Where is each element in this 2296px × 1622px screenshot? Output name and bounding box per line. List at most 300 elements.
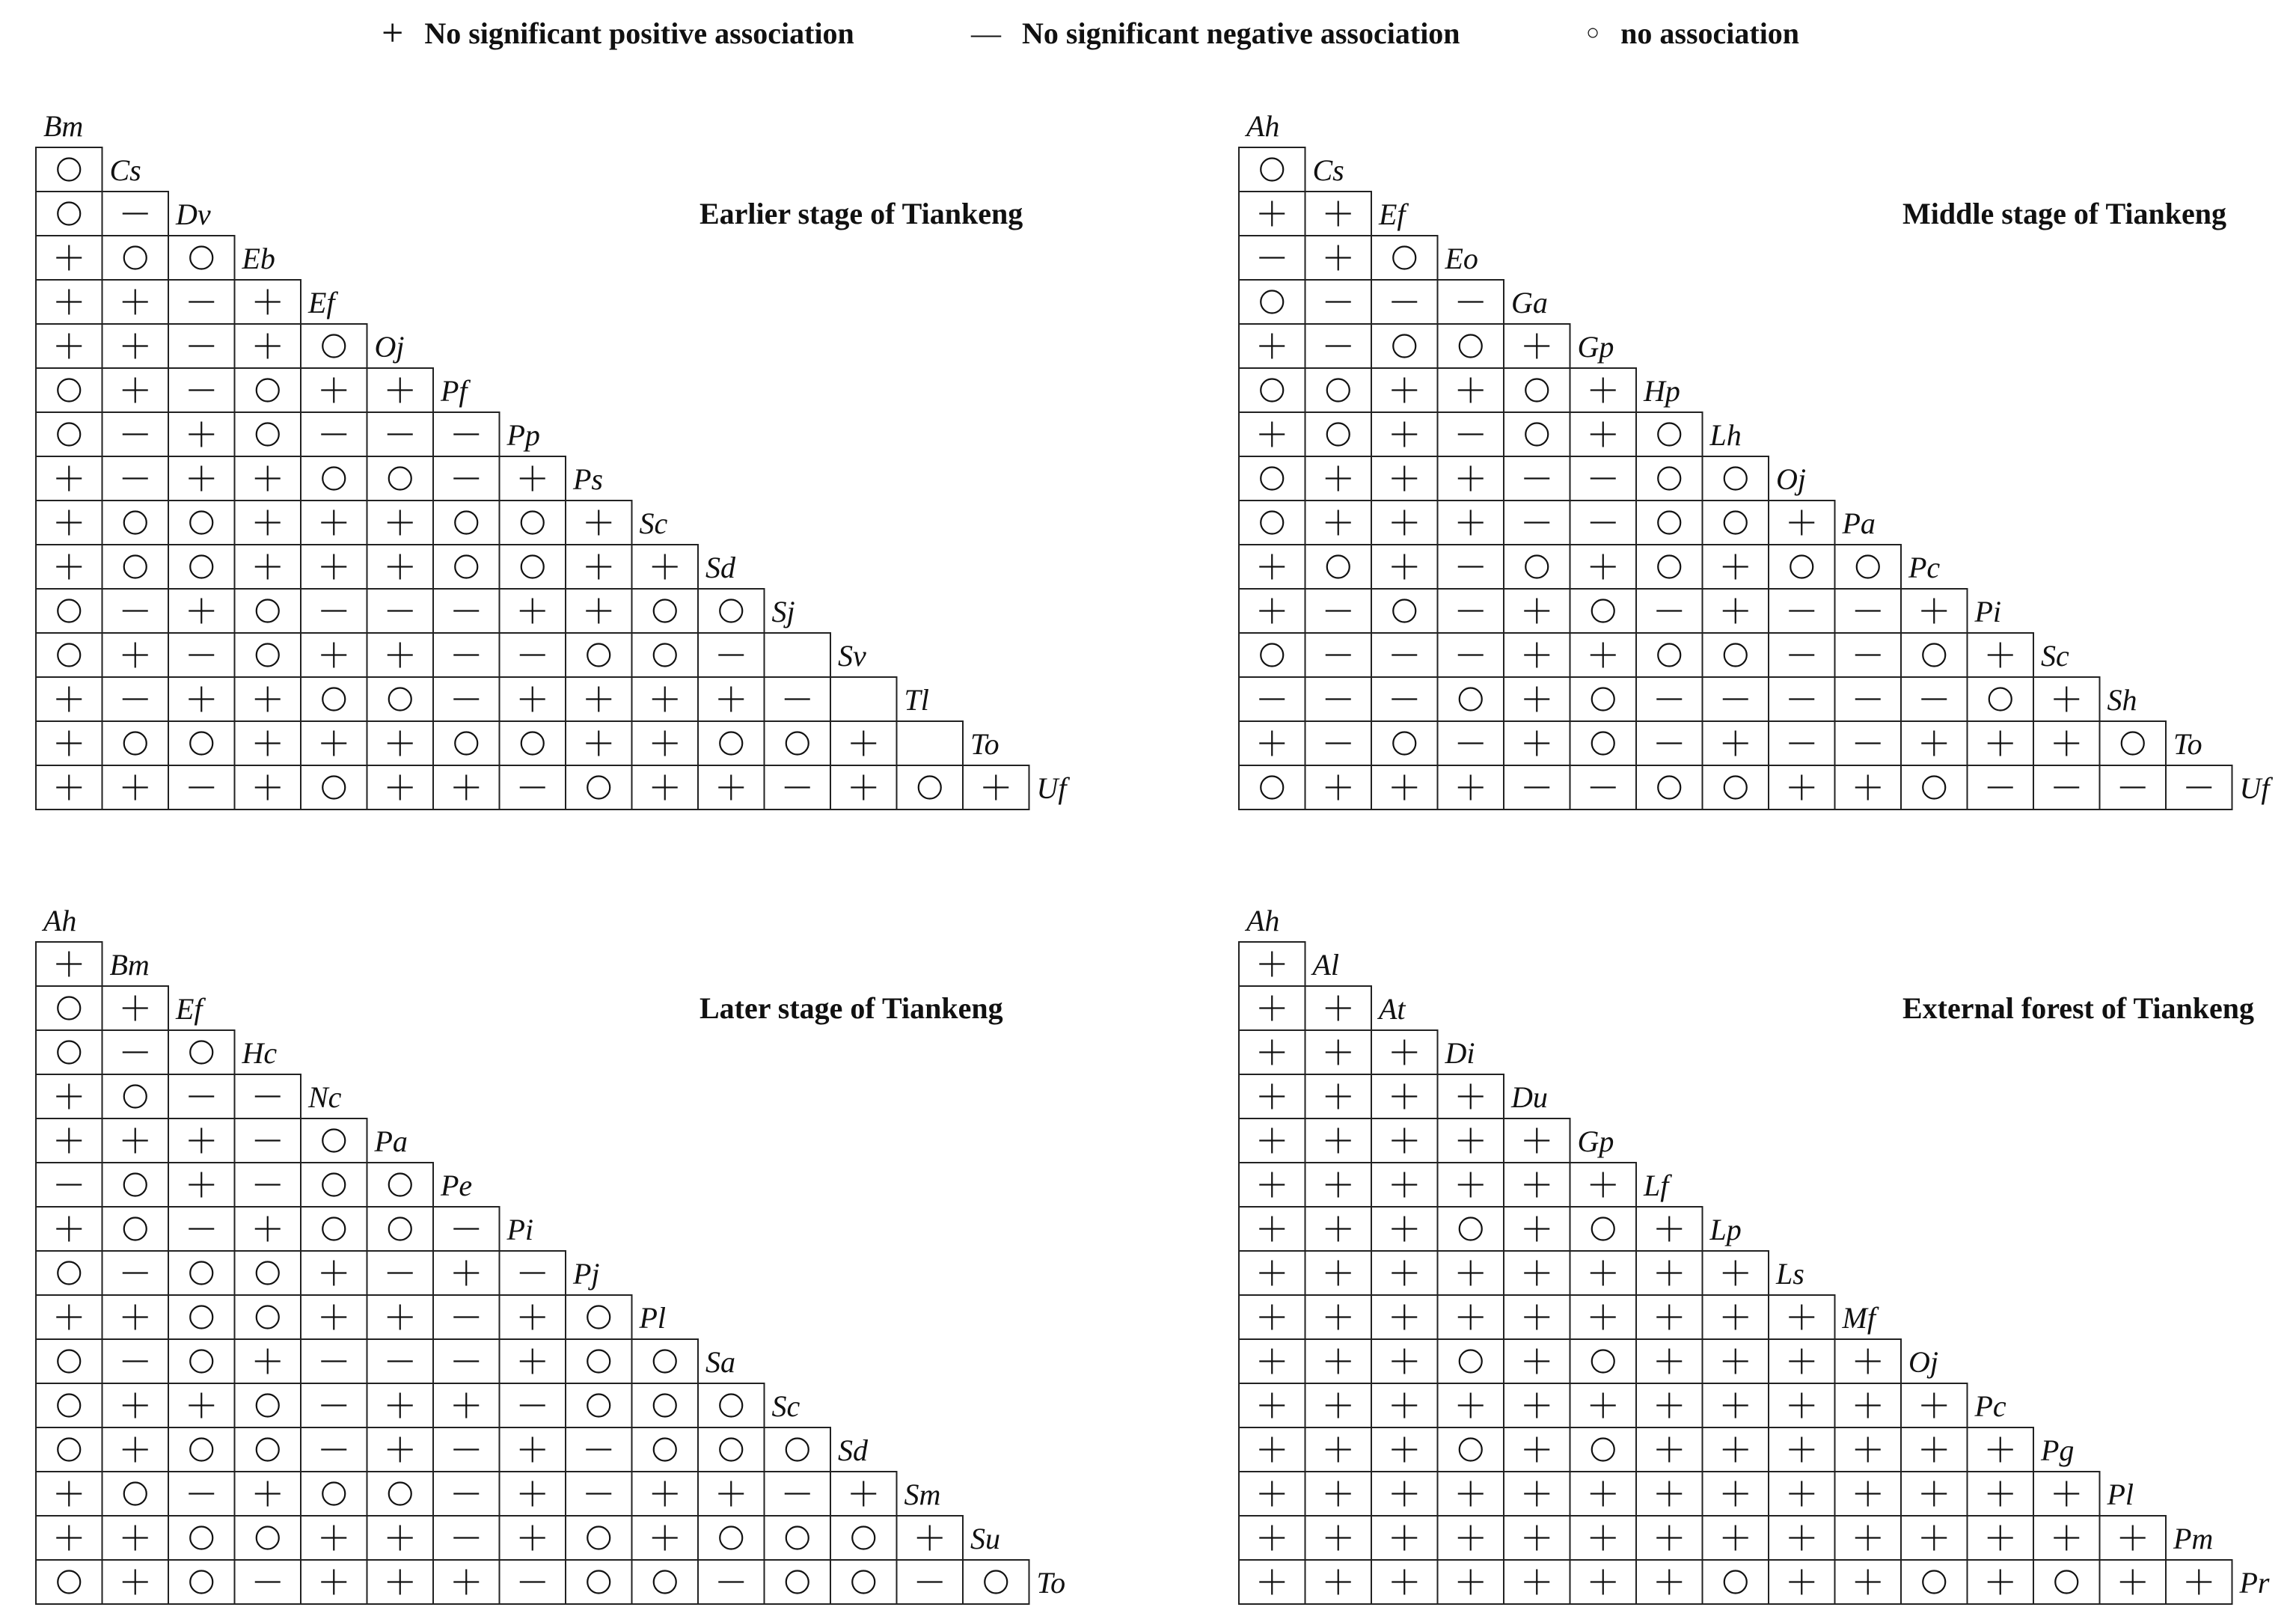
- positive-association-mark: [56, 510, 82, 536]
- species-label: To: [970, 727, 999, 761]
- positive-association-mark: [1789, 510, 1814, 536]
- no-association-mark: [720, 600, 742, 622]
- positive-association-mark: [123, 643, 148, 668]
- no-association-mark: [58, 203, 80, 225]
- positive-association-mark: [255, 687, 281, 712]
- species-label: Sd: [705, 551, 735, 584]
- species-label: Cs: [109, 153, 141, 187]
- positive-association-mark: [453, 1570, 479, 1595]
- positive-association-mark: [1259, 422, 1285, 447]
- no-association-mark: [257, 423, 279, 446]
- positive-association-mark: [1326, 245, 1351, 271]
- species-label: Pc: [1908, 551, 1941, 584]
- positive-association-mark: [1855, 1570, 1881, 1595]
- positive-association-mark: [56, 466, 82, 492]
- species-label: Lf: [1644, 1169, 1669, 1202]
- positive-association-mark: [1988, 1525, 2013, 1551]
- no-association-mark: [190, 1350, 212, 1373]
- positive-association-mark: [321, 1261, 346, 1286]
- no-association-mark: [322, 1483, 345, 1505]
- positive-association-mark: [1855, 1481, 1881, 1507]
- positive-association-mark: [56, 1084, 82, 1110]
- positive-association-mark: [1656, 1570, 1682, 1595]
- positive-association-mark: [652, 731, 678, 756]
- no-association-mark: [1525, 423, 1548, 446]
- positive-association-mark: [255, 334, 281, 359]
- no-association-mark: [322, 468, 345, 490]
- positive-association-mark: [56, 1481, 82, 1507]
- positive-association-mark: [255, 290, 281, 315]
- positive-association-mark: [1524, 1437, 1549, 1463]
- no-association-mark: [257, 1439, 279, 1461]
- species-label: Pf: [441, 374, 468, 408]
- no-association-mark: [985, 1571, 1007, 1594]
- no-association-mark: [257, 379, 279, 402]
- positive-association-mark: [388, 1570, 413, 1595]
- no-association-mark: [1261, 159, 1283, 181]
- positive-association-mark: [1524, 687, 1549, 712]
- positive-association-mark: [1458, 378, 1484, 403]
- no-association-mark: [521, 512, 544, 534]
- positive-association-mark: [586, 731, 611, 756]
- species-label: Nc: [308, 1080, 342, 1114]
- no-association-mark: [322, 335, 345, 358]
- positive-association-mark: [917, 1525, 943, 1551]
- no-association-mark: [1393, 247, 1415, 269]
- positive-association-mark: [1591, 1261, 1616, 1286]
- no-association-mark: [1923, 1571, 1945, 1594]
- positive-association-mark: [1392, 1570, 1417, 1595]
- minus-icon: —: [971, 16, 1001, 50]
- positive-association-mark: [189, 1172, 214, 1198]
- positive-association-mark: [388, 1305, 413, 1330]
- positive-association-mark: [1326, 1437, 1351, 1463]
- positive-association-mark: [1789, 1349, 1814, 1374]
- positive-association-mark: [1591, 1172, 1616, 1198]
- positive-association-mark: [388, 643, 413, 668]
- positive-association-mark: [321, 731, 346, 756]
- species-label: Cs: [1312, 153, 1344, 187]
- positive-association-mark: [1789, 1570, 1814, 1595]
- species-label: Pe: [441, 1169, 473, 1202]
- species-label: Mf: [1842, 1301, 1876, 1335]
- species-label: Su: [970, 1522, 1000, 1555]
- no-association-mark: [852, 1571, 875, 1594]
- no-association-mark: [190, 556, 212, 578]
- no-association-mark: [190, 1262, 212, 1285]
- positive-association-mark: [321, 1305, 346, 1330]
- positive-association-mark: [1988, 1437, 2013, 1463]
- species-label: Pj: [573, 1257, 600, 1291]
- no-association-mark: [654, 1350, 676, 1373]
- no-association-mark: [1989, 688, 2012, 711]
- positive-association-mark: [453, 1261, 479, 1286]
- no-association-mark: [1658, 468, 1680, 490]
- positive-association-mark: [1723, 1481, 1748, 1507]
- positive-association-mark: [2120, 1570, 2146, 1595]
- positive-association-mark: [2054, 1525, 2079, 1551]
- no-association-mark: [1525, 556, 1548, 578]
- no-association-mark: [919, 777, 941, 799]
- positive-association-mark: [1524, 731, 1549, 756]
- species-label: Gp: [1577, 330, 1614, 364]
- positive-association-mark: [1656, 1525, 1682, 1551]
- no-association-mark: [1658, 423, 1680, 446]
- panel-title-earlier: Earlier stage of Tiankeng: [699, 197, 1023, 230]
- positive-association-mark: [983, 775, 1008, 801]
- species-label: Uf: [1036, 771, 1067, 805]
- no-association-mark: [1393, 600, 1415, 622]
- positive-association-mark: [1326, 1305, 1351, 1330]
- no-association-mark: [190, 247, 212, 269]
- positive-association-mark: [1392, 1172, 1417, 1198]
- no-association-mark: [587, 1571, 610, 1594]
- no-association-mark: [124, 556, 147, 578]
- positive-association-mark: [586, 510, 611, 536]
- positive-association-mark: [1524, 1349, 1549, 1374]
- no-association-mark: [58, 1395, 80, 1417]
- positive-association-mark: [189, 599, 214, 624]
- no-association-mark: [587, 1527, 610, 1549]
- positive-association-mark: [1259, 334, 1285, 359]
- positive-association-mark: [1789, 1481, 1814, 1507]
- no-association-mark: [2122, 732, 2144, 755]
- positive-association-mark: [1392, 422, 1417, 447]
- positive-association-mark: [1259, 1525, 1285, 1551]
- no-association-mark: [389, 688, 411, 711]
- positive-association-mark: [1921, 1525, 1947, 1551]
- positive-association-mark: [2186, 1570, 2211, 1595]
- no-association-mark: [257, 644, 279, 667]
- no-association-mark: [190, 512, 212, 534]
- no-association-mark: [389, 468, 411, 490]
- legend-item-none: [1586, 10, 1799, 55]
- no-association-mark: [1393, 732, 1415, 755]
- positive-association-mark: [1326, 1128, 1351, 1154]
- panel-title-middle: Middle stage of Tiankeng: [1902, 197, 2227, 230]
- species-label: Dv: [176, 198, 211, 231]
- positive-association-mark: [2120, 1525, 2146, 1551]
- positive-association-mark: [1259, 1437, 1285, 1463]
- positive-association-mark: [388, 510, 413, 536]
- positive-association-mark: [1326, 1216, 1351, 1242]
- positive-association-mark: [1326, 201, 1351, 227]
- positive-association-mark: [1656, 1216, 1682, 1242]
- positive-association-mark: [388, 775, 413, 801]
- positive-association-mark: [123, 1437, 148, 1463]
- no-association-mark: [1658, 556, 1680, 578]
- no-association-mark: [852, 1527, 875, 1549]
- no-association-mark: [1525, 379, 1548, 402]
- positive-association-mark: [1921, 1437, 1947, 1463]
- positive-association-mark: [321, 643, 346, 668]
- positive-association-mark: [1259, 996, 1285, 1021]
- positive-association-mark: [1656, 1437, 1682, 1463]
- species-label: Lp: [1709, 1213, 1742, 1246]
- no-association-mark: [124, 1483, 147, 1505]
- species-label: To: [2173, 727, 2202, 761]
- positive-association-mark: [123, 1525, 148, 1551]
- positive-association-mark: [1259, 731, 1285, 756]
- positive-association-mark: [1723, 1261, 1748, 1286]
- no-association-mark: [786, 1439, 809, 1461]
- positive-association-mark: [1392, 378, 1417, 403]
- positive-association-mark: [1259, 1128, 1285, 1154]
- positive-association-mark: [1921, 599, 1947, 624]
- positive-association-mark: [1591, 1305, 1616, 1330]
- positive-association-mark: [1988, 731, 2013, 756]
- no-association-mark: [257, 1527, 279, 1549]
- species-label: Bm: [43, 109, 84, 143]
- no-association-mark: [654, 1395, 676, 1417]
- positive-association-mark: [1392, 775, 1417, 801]
- positive-association-mark: [2054, 731, 2079, 756]
- no-association-mark: [1592, 1350, 1614, 1373]
- positive-association-mark: [255, 554, 281, 580]
- positive-association-mark: [1326, 775, 1351, 801]
- no-association-mark: [1724, 1571, 1747, 1594]
- no-association-mark: [58, 159, 80, 181]
- positive-association-mark: [1458, 1172, 1484, 1198]
- no-association-mark: [455, 512, 477, 534]
- no-association-mark: [1658, 777, 1680, 799]
- no-association-mark: [1261, 291, 1283, 313]
- positive-association-mark: [1524, 1393, 1549, 1419]
- positive-association-mark: [1326, 1349, 1351, 1374]
- no-association-mark: [1460, 1218, 1482, 1240]
- positive-association-mark: [1326, 510, 1351, 536]
- positive-association-mark: [1723, 1437, 1748, 1463]
- no-association-mark: [58, 997, 80, 1020]
- no-association-mark: [1923, 644, 1945, 667]
- positive-association-mark: [586, 687, 611, 712]
- positive-association-mark: [520, 1305, 545, 1330]
- no-association-mark: [190, 732, 212, 755]
- positive-association-mark: [1524, 599, 1549, 624]
- species-label: Oj: [1776, 462, 1806, 496]
- positive-association-mark: [851, 775, 876, 801]
- positive-association-mark: [1789, 1393, 1814, 1419]
- circle-icon: ○: [1586, 20, 1600, 45]
- species-label: Sj: [771, 595, 795, 628]
- positive-association-mark: [1392, 1481, 1417, 1507]
- no-association-mark: [786, 732, 809, 755]
- legend: [0, 0, 2296, 67]
- positive-association-mark: [189, 422, 214, 447]
- species-label: Uf: [2239, 771, 2270, 805]
- positive-association-mark: [1259, 1393, 1285, 1419]
- species-label: Ef: [176, 992, 203, 1026]
- positive-association-mark: [388, 554, 413, 580]
- no-association-mark: [1327, 379, 1350, 402]
- positive-association-mark: [1656, 1305, 1682, 1330]
- positive-association-mark: [56, 1525, 82, 1551]
- positive-association-mark: [1524, 1261, 1549, 1286]
- no-association-mark: [1261, 512, 1283, 534]
- positive-association-mark: [1326, 1084, 1351, 1110]
- positive-association-mark: [1392, 1128, 1417, 1154]
- no-association-mark: [190, 1041, 212, 1064]
- no-association-mark: [1724, 777, 1747, 799]
- species-label: To: [1036, 1566, 1066, 1600]
- legend-item-negative: [971, 10, 1460, 55]
- positive-association-mark: [1326, 1393, 1351, 1419]
- positive-association-mark: [1259, 1349, 1285, 1374]
- positive-association-mark: [1591, 1570, 1616, 1595]
- no-association-mark: [720, 1439, 742, 1461]
- positive-association-mark: [1591, 422, 1616, 447]
- positive-association-mark: [388, 731, 413, 756]
- positive-association-mark: [189, 1393, 214, 1419]
- positive-association-mark: [255, 466, 281, 492]
- species-label: Eo: [1445, 242, 1478, 275]
- no-association-mark: [786, 1571, 809, 1594]
- species-label: Sc: [639, 507, 668, 540]
- positive-association-mark: [189, 466, 214, 492]
- no-association-mark: [190, 1571, 212, 1594]
- positive-association-mark: [1524, 1128, 1549, 1154]
- positive-association-mark: [388, 1525, 413, 1551]
- no-association-mark: [1658, 512, 1680, 534]
- no-association-mark: [322, 1130, 345, 1152]
- no-association-mark: [1460, 1439, 1482, 1461]
- positive-association-mark: [1458, 1261, 1484, 1286]
- positive-association-mark: [388, 1437, 413, 1463]
- species-label: Pg: [2041, 1433, 2075, 1467]
- positive-association-mark: [1259, 1570, 1285, 1595]
- positive-association-mark: [1458, 1084, 1484, 1110]
- no-association-mark: [58, 1041, 80, 1064]
- positive-association-mark: [652, 554, 678, 580]
- no-association-mark: [124, 1174, 147, 1196]
- species-label: Sa: [705, 1345, 735, 1379]
- positive-association-mark: [123, 1305, 148, 1330]
- no-association-mark: [654, 644, 676, 667]
- no-association-mark: [1327, 423, 1350, 446]
- no-association-mark: [1923, 777, 1945, 799]
- no-association-mark: [786, 1527, 809, 1549]
- positive-association-mark: [1855, 775, 1881, 801]
- no-association-mark: [389, 1218, 411, 1240]
- species-label: Oj: [1908, 1345, 1938, 1379]
- positive-association-mark: [1988, 643, 2013, 668]
- no-association-mark: [124, 512, 147, 534]
- no-association-mark: [58, 600, 80, 622]
- no-association-mark: [654, 600, 676, 622]
- positive-association-mark: [1458, 1570, 1484, 1595]
- positive-association-mark: [1392, 1084, 1417, 1110]
- legend-label-negative: No significant negative association: [1022, 16, 1460, 50]
- positive-association-mark: [255, 510, 281, 536]
- positive-association-mark: [123, 290, 148, 315]
- positive-association-mark: [56, 1216, 82, 1242]
- no-association-mark: [1460, 688, 1482, 711]
- positive-association-mark: [520, 1481, 545, 1507]
- no-association-mark: [1592, 600, 1614, 622]
- species-label: Ef: [308, 286, 335, 319]
- species-label: Pp: [506, 418, 540, 452]
- no-association-mark: [521, 732, 544, 755]
- positive-association-mark: [1921, 1481, 1947, 1507]
- no-association-mark: [1393, 335, 1415, 358]
- positive-association-mark: [1723, 1305, 1748, 1330]
- legend-label-positive: No significant positive association: [424, 16, 854, 50]
- positive-association-mark: [520, 599, 545, 624]
- positive-association-mark: [1392, 1437, 1417, 1463]
- positive-association-mark: [851, 731, 876, 756]
- positive-association-mark: [1789, 1525, 1814, 1551]
- positive-association-mark: [453, 775, 479, 801]
- species-label: Ef: [1379, 198, 1406, 231]
- positive-association-mark: [453, 1393, 479, 1419]
- positive-association-mark: [1988, 1570, 2013, 1595]
- no-association-mark: [1327, 556, 1350, 578]
- positive-association-mark: [1326, 1481, 1351, 1507]
- panel-title-external: External forest of Tiankeng: [1902, 991, 2255, 1025]
- no-association-mark: [124, 732, 147, 755]
- species-label: Hc: [242, 1036, 278, 1070]
- positive-association-mark: [123, 1393, 148, 1419]
- species-label: Pi: [1974, 595, 2002, 628]
- positive-association-mark: [321, 554, 346, 580]
- positive-association-mark: [123, 1570, 148, 1595]
- no-association-mark: [1261, 468, 1283, 490]
- positive-association-mark: [1656, 1349, 1682, 1374]
- species-label: Ps: [573, 462, 603, 496]
- positive-association-mark: [1259, 1084, 1285, 1110]
- species-label: Al: [1312, 948, 1340, 982]
- positive-association-mark: [123, 775, 148, 801]
- positive-association-mark: [123, 378, 148, 403]
- positive-association-mark: [1656, 1261, 1682, 1286]
- no-association-mark: [1261, 379, 1283, 402]
- species-label: Sd: [838, 1433, 868, 1467]
- no-association-mark: [1460, 1350, 1482, 1373]
- positive-association-mark: [1524, 1481, 1549, 1507]
- species-label: Pr: [2239, 1566, 2270, 1600]
- species-label: Oj: [374, 330, 405, 364]
- no-association-mark: [58, 644, 80, 667]
- positive-association-mark: [520, 1349, 545, 1374]
- no-association-mark: [1790, 556, 1813, 578]
- species-label: Eb: [242, 242, 275, 275]
- positive-association-mark: [1259, 1040, 1285, 1065]
- no-association-mark: [389, 1174, 411, 1196]
- positive-association-mark: [1458, 1481, 1484, 1507]
- positive-association-mark: [1326, 1525, 1351, 1551]
- no-association-mark: [1261, 644, 1283, 667]
- plus-icon: +: [382, 11, 404, 55]
- positive-association-mark: [520, 1437, 545, 1463]
- positive-association-mark: [255, 1216, 281, 1242]
- species-label: Pc: [1974, 1389, 2006, 1423]
- positive-association-mark: [1392, 554, 1417, 580]
- positive-association-mark: [56, 1128, 82, 1154]
- positive-association-mark: [586, 554, 611, 580]
- species-label: Pa: [1842, 507, 1876, 540]
- positive-association-mark: [1392, 1040, 1417, 1065]
- positive-association-mark: [1921, 1393, 1947, 1419]
- positive-association-mark: [1458, 1128, 1484, 1154]
- positive-association-mark: [1988, 1481, 2013, 1507]
- positive-association-mark: [56, 1305, 82, 1330]
- no-association-mark: [1592, 732, 1614, 755]
- positive-association-mark: [1789, 775, 1814, 801]
- positive-association-mark: [1656, 1481, 1682, 1507]
- species-label: Hp: [1644, 374, 1680, 408]
- positive-association-mark: [1259, 599, 1285, 624]
- positive-association-mark: [2054, 687, 2079, 712]
